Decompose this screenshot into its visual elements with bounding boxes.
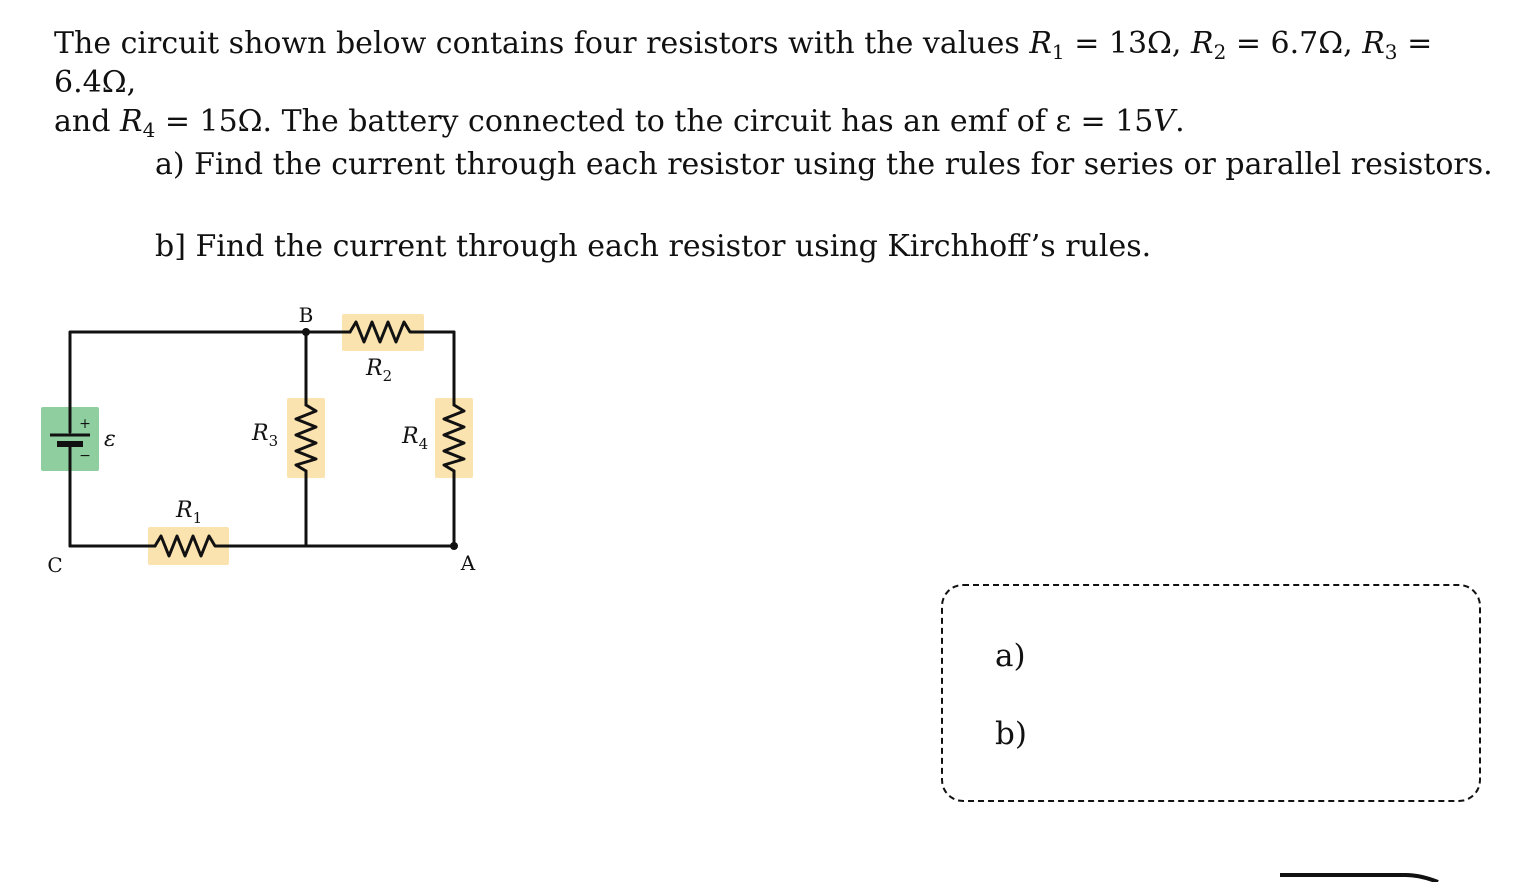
- battery-minus-label: −: [79, 448, 91, 464]
- answer-b-label: b): [995, 716, 1027, 752]
- r3-symbol: R: [1362, 26, 1385, 61]
- and-text: and: [54, 104, 111, 139]
- answer-box: [941, 584, 1481, 802]
- problem-statement: [54, 24, 1494, 141]
- answer-a-label: a): [995, 638, 1026, 674]
- part-b-question: b] Find the current through each resistor using Kirchhoff’s rules.: [155, 229, 1152, 264]
- node-b-label: B: [298, 303, 314, 327]
- emf-end: .: [1175, 104, 1185, 139]
- r3-subscript: 3: [1384, 40, 1398, 64]
- r4-subscript: 4: [142, 118, 156, 142]
- node-a-label: A: [460, 551, 476, 575]
- r4-label: $R_4$: [402, 424, 429, 453]
- r2-subscript: 2: [1213, 40, 1227, 64]
- r1-subscript: 1: [1051, 40, 1065, 64]
- part-a-question: a) Find the current through each resistor using the rules for series or parallel resistors.: [155, 147, 1493, 182]
- battery-plus-label: +: [79, 416, 91, 432]
- bottom-edge-stroke: [1278, 866, 1448, 882]
- r1-symbol: R: [1029, 26, 1052, 61]
- battery-text: The battery connected to the circuit has an emf of: [281, 104, 1046, 139]
- node-c-label: C: [47, 553, 63, 577]
- emf-label: ε: [104, 427, 116, 452]
- r4-value: = 15Ω.: [155, 104, 273, 139]
- r2-label: $R_2$: [366, 356, 393, 385]
- emf-symbol: ε: [1055, 104, 1072, 139]
- node-a-dot: [450, 542, 458, 550]
- node-b-dot: [302, 328, 310, 336]
- emf-equals: = 15: [1071, 104, 1154, 139]
- intro-text: The circuit shown below contains four resistors with the values: [54, 26, 1020, 61]
- r1-value: = 13Ω,: [1064, 26, 1182, 61]
- circuit-diagram: [0, 290, 520, 590]
- r4-symbol: R: [119, 104, 143, 139]
- r3-label: $R_3$: [252, 421, 279, 450]
- r1-label: $R_1$: [176, 498, 203, 527]
- r2-symbol: R: [1191, 26, 1214, 61]
- r2-value: = 6.7Ω,: [1226, 26, 1353, 61]
- r3-value: = 6.4Ω,: [54, 26, 1433, 100]
- emf-unit: V: [1153, 104, 1176, 139]
